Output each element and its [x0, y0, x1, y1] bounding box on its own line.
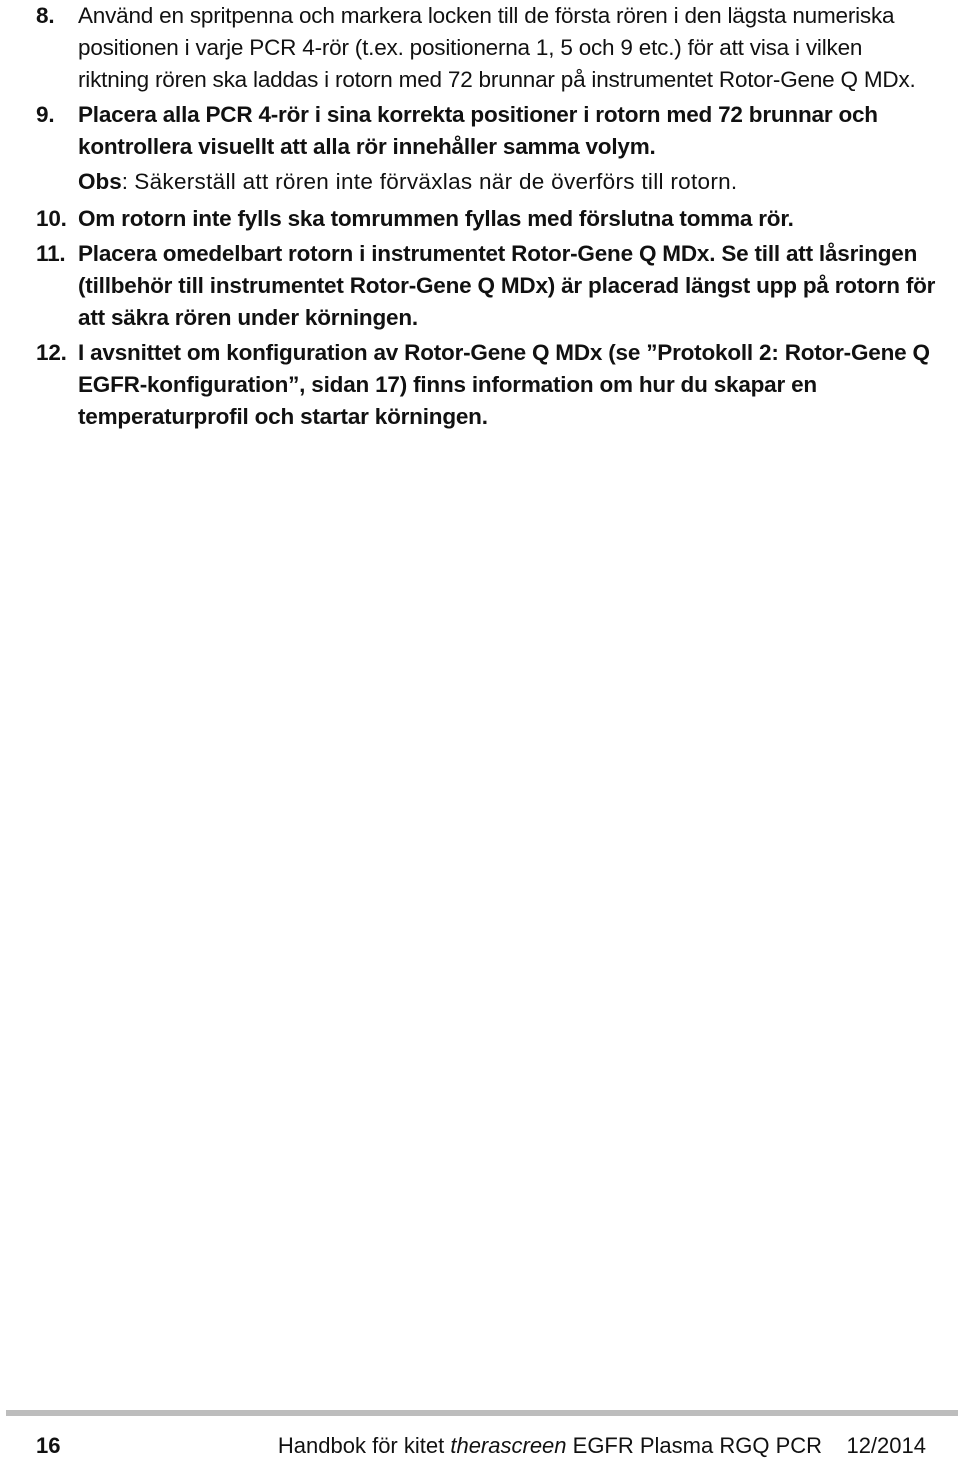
note-text: Säkerställ att rören inte förväxlas när de överförs till rotorn.: [134, 169, 738, 194]
footer-kit-name: therascreen: [450, 1433, 567, 1458]
step-text: Använd en spritpenna och markera locken till de första rören i den lägsta numeriska positionen i varje PCR 4-rör (t.ex. positionerna 1, 5 och 9 etc.) för att visa i vilken riktning rören ska laddas i rotorn med 72 brunnar på instrumentet Rotor-Gene Q MDx.: [78, 3, 916, 92]
note-separator: :: [121, 169, 135, 194]
step-number: 10.: [36, 206, 67, 231]
step-text: Om rotorn inte fylls ska tomrummen fyllas med förslutna tomma rör.: [78, 206, 794, 231]
step-text: Placera alla PCR 4-rör i sina korrekta positioner i rotorn med 72 brunnar och kontrollera visuellt att alla rör innehåller samma volym.: [78, 102, 878, 159]
step-number: 9.: [36, 102, 55, 127]
note-label: Obs: [78, 169, 122, 194]
page-number: 16: [36, 1433, 61, 1458]
step-text: I avsnittet om konfiguration av Rotor-Gene Q MDx (se ”Protokoll 2: Rotor-Gene Q EGFR-konfiguration”, sidan 17) finns information om hur du skapar en temperaturprofil och startar körningen.: [78, 340, 930, 429]
footer-title-prefix: Handbok för kitet: [277, 1433, 451, 1458]
step-10: [36, 203, 936, 235]
step-number: 11.: [36, 241, 66, 266]
step-12: [36, 337, 936, 433]
step-11: [36, 238, 936, 334]
step-8: [36, 0, 936, 96]
footer-title-suffix: EGFR Plasma RGQ PCR 12/2014: [566, 1433, 926, 1458]
step-number: 12.: [36, 340, 67, 365]
step-text: Placera omedelbart rotorn i instrumentet Rotor-Gene Q MDx. Se till att låsringen (tillbehör till instrumentet Rotor-Gene Q MDx) är placerad längst upp på rotorn för att säkra rören under körningen.: [78, 241, 936, 330]
step-9: [36, 99, 936, 163]
footer-title: [278, 1431, 926, 1461]
instruction-list: [36, 0, 936, 436]
footer-divider: [6, 1410, 958, 1416]
step-number: 8.: [36, 3, 55, 28]
note: [36, 166, 936, 198]
